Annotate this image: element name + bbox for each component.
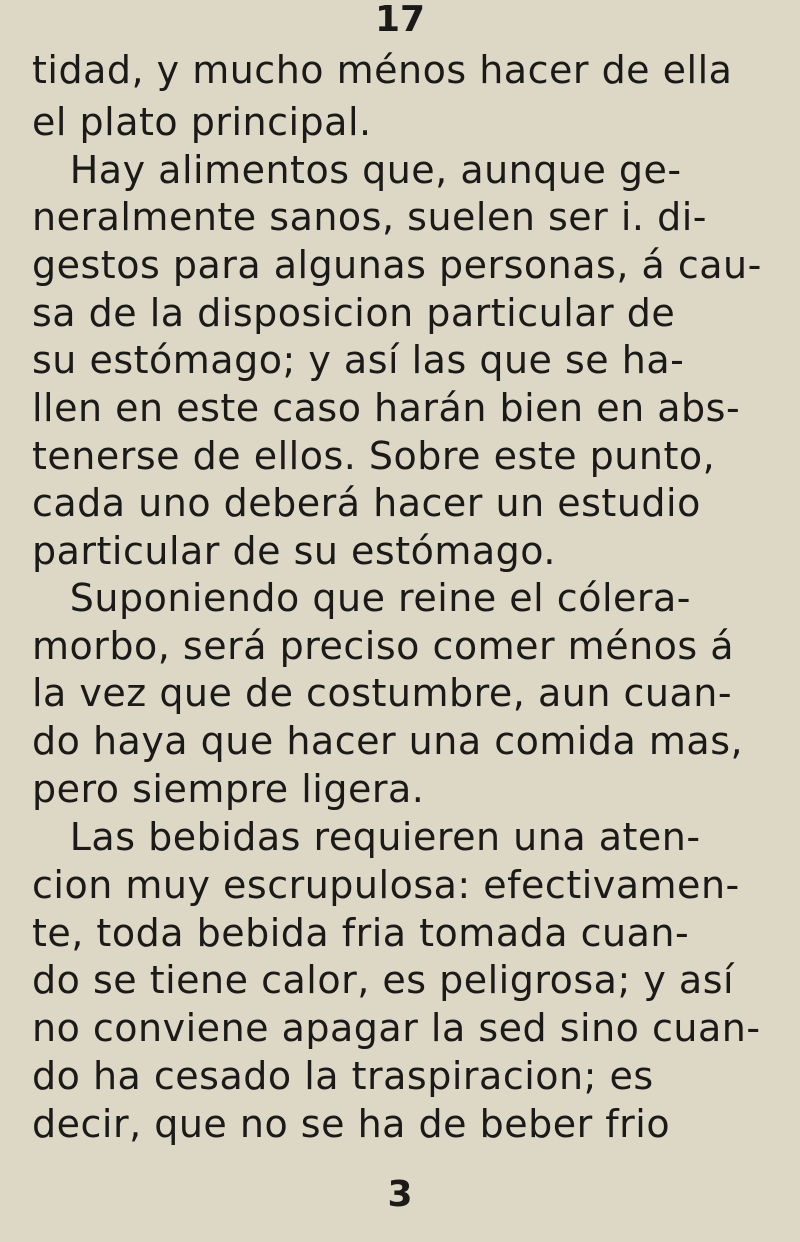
text-line: do se tiene calor, es peligrosa; y así	[32, 958, 735, 1002]
text-line: do haya que hacer una comida mas,	[32, 719, 744, 763]
text-line: llen en este caso harán bien en abs-	[32, 386, 741, 430]
text-line: sa de la disposicion particular de	[32, 291, 676, 335]
text-line: pero siempre ligera.	[32, 767, 425, 811]
text-line: te, toda bebida fria tomada cuan-	[32, 911, 690, 955]
text-line: gestos para algunas personas, á cau-	[32, 243, 762, 287]
page-number: 17	[374, 0, 426, 40]
text-line: morbo, será preciso comer ménos á	[32, 624, 735, 668]
text-line: Las bebidas requieren una aten-	[32, 815, 701, 859]
text-line: do ha cesado la traspiracion; es	[32, 1054, 654, 1098]
text-line: neralmente sanos, suelen ser i. di-	[32, 195, 707, 239]
text-line: tenerse de ellos. Sobre este punto,	[32, 434, 716, 478]
text-line: no conviene apagar la sed sino cuan-	[32, 1006, 761, 1050]
text-line: cada uno deberá hacer un estudio	[32, 481, 701, 525]
text-line: el plato principal.	[32, 100, 372, 144]
text-line: decir, que no se ha de beber frio	[32, 1102, 671, 1146]
text-line: Suponiendo que reine el cólera-	[32, 576, 692, 620]
text-line: su estómago; y así las que se ha-	[32, 338, 685, 382]
text-line: tidad, y mucho ménos hacer de ella	[32, 48, 733, 92]
text-line: cion muy escrupulosa: efectivamen-	[32, 863, 740, 907]
text-line: Hay alimentos que, aunque ge-	[32, 148, 682, 192]
signature-mark: 3	[387, 1174, 413, 1215]
text-line: particular de su estómago.	[32, 529, 556, 573]
text-line: la vez que de costumbre, aun cuan-	[32, 671, 733, 715]
